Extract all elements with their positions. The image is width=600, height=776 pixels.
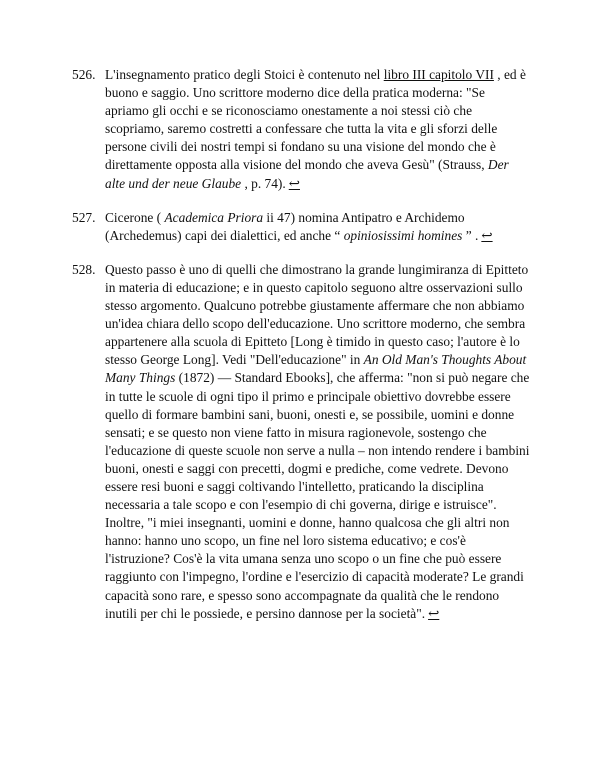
footnote-text: ii 47) nomina Antipatro e Archidemo (Archedemus) capi dei dialettici, ed anche “ xyxy=(105,209,465,243)
footnote-527 xyxy=(72,209,532,245)
footnote-number: 527. xyxy=(72,209,96,225)
backlink-arrow-icon[interactable]: ↩ xyxy=(428,605,440,621)
footnote-text: , ed è buono e saggio. Uno scrittore moderno dice della pratica moderna: "Se apriamo gli occhi e se riconosciamo onestamente a noi stessi ciò che scopriamo, saremo costretti a confessare che tutta la vita e gli sforzi delle persone civili dei nostri tempi si fondano su una visione del mondo che è direttamente opposta alla visione del mondo che aveva Gesù" (Strauss, xyxy=(105,67,526,173)
footnote-number: 528. xyxy=(72,261,96,277)
book-reference-link[interactable]: libro III capitolo VII xyxy=(383,67,494,82)
backlink-arrow-icon[interactable]: ↩ xyxy=(288,175,300,191)
footnote-text: , p. 74). xyxy=(241,175,286,191)
book-title: Academica Priora xyxy=(164,209,264,225)
footnote-text: Questo passo è uno di quelli che dimostrano la grande lungimiranza di Epitteto in materia di educazione; e in questo capitolo seguono altre osservazioni sullo stesso argomento. Qualcuno potrebbe giustamente affermare che non abbiamo un'idea chiara dello scopo dell'educazione. Uno scrittore moderno, che sembra appartenere alla scuola di Epitteto [Long è timido in questo caso; l'autore è lo stesso George Long]. Vedi "Dell'educazione" in xyxy=(105,261,529,368)
book-title: An Old Man's Thoughts About Many Things xyxy=(105,352,527,386)
footnote-text: (1872) — Standard Ebooks], che afferma: "non si può negare che in tutte le scuole di ogni tipo il primo e principale obiettivo dovrebbe essere quello di formare bambini sani, buoni, onesti e, se possibile, uomini e donne sensati; e se questo non viene fatto in misura ragionevole, sostengo che l'educazione di queste scuole non serve a nulla – non intendo rendere i bambini buoni, onesti e saggi con precetti, dogmi e prediche, come vedrete. Devono essere resi buoni e saggi coltivando l'intelletto, praticando la disciplina necessaria a tale scopo e con l'esempio di chi governa, dirige e istruisce". Inoltre, "i miei insegnanti, uomini e donne, hanno qualcosa che gli altri non hanno: hanno uno scopo, un fine nel loro sistema educativo; e cos'è l'istruzione? Cos'è la vita umana senza uno scopo o un fine che può essere raggiunto con l'impegno, l'ordine e l'esercizio di capacità moderate? Le grandi capacità sono rare, e spesso sono accompagnate da qualità che le rendono inutili per chi le possiede, e persino dannose per la società". xyxy=(105,370,530,621)
backlink-arrow-icon[interactable]: ↩ xyxy=(481,227,493,243)
footnote-528 xyxy=(72,261,532,623)
footnotes-list xyxy=(72,66,532,639)
footnote-text: Cicerone ( xyxy=(105,209,165,225)
footnote-text: L'insegnamento pratico degli Stoici è contenuto nel xyxy=(105,67,384,82)
footnote-526 xyxy=(72,66,532,193)
book-title: Der alte und der neue Glaube xyxy=(105,157,509,191)
latin-phrase: opiniosissimi homines xyxy=(343,227,463,243)
footnote-text: ” . xyxy=(462,227,479,243)
footnote-number: 526. xyxy=(72,67,96,82)
